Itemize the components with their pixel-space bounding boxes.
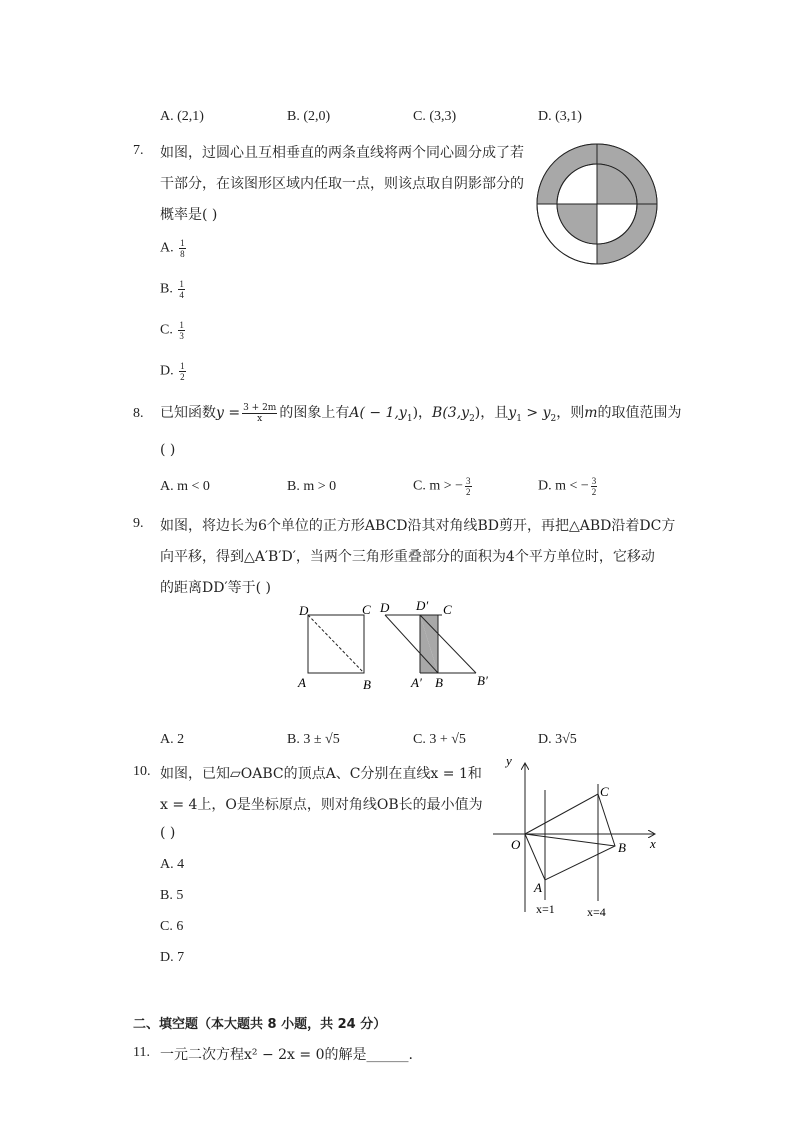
label-a: A <box>534 880 542 895</box>
q8-text-line1: 已知函数y = $\frac{3 + 2m}{x}$ 的图象上有$A( - 1,y_1)$，$B(3,y_2)$，且$y_1 > y_2$，则m的取值范围为 <box>160 402 682 424</box>
label-c: C <box>362 602 371 617</box>
q8-number: 8. <box>133 406 144 421</box>
q7-text-line3: 概率是( ) <box>160 207 218 223</box>
label-c: C <box>600 784 609 799</box>
q9-option-a: A. 2 <box>160 732 185 747</box>
q7-concentric-circles-figure <box>535 142 659 266</box>
q9-option-c: C. 3 + √5 <box>413 732 466 747</box>
q8-paren: ( ) <box>160 442 176 458</box>
label-y-axis: y <box>506 758 512 768</box>
q8-option-b: B. m > 0 <box>287 479 337 494</box>
label-o: O <box>511 837 521 852</box>
label-x-eq-1: x=1 <box>536 902 555 916</box>
label-c-right: C <box>443 602 452 617</box>
q7-option-d: D. $\frac{1}{2}$ <box>160 361 185 382</box>
q6-option-b: B. (2,0) <box>287 109 331 124</box>
q11-number: 11. <box>133 1045 150 1060</box>
q9-option-b: B. 3 ± √5 <box>287 732 340 747</box>
label-b: B <box>618 840 626 855</box>
q10-option-b: B. 5 <box>160 888 184 903</box>
q9-number: 9. <box>133 516 144 531</box>
q10-option-c: C. 6 <box>160 919 184 934</box>
q11-text: 一元二次方程x² − 2x = 0的解是______. <box>160 1047 413 1063</box>
label-b-right: B <box>435 675 443 690</box>
q10-option-d: D. 7 <box>160 950 185 965</box>
q7-text-line1: 如图，过圆心且互相垂直的两条直线将两个同心圆分成了若 <box>160 145 524 161</box>
q10-option-a: A. 4 <box>160 857 185 872</box>
label-x-axis: x <box>650 836 656 851</box>
q8-option-c: C. m > − $\frac{3}{2}$ <box>413 476 471 497</box>
q10-coordinate-figure <box>488 758 668 920</box>
label-d-right: D <box>380 600 390 615</box>
section-2-heading: 二、填空题（本大题共 8 小题，共 24 分） <box>133 1017 387 1032</box>
q6-option-c: C. (3,3) <box>413 109 457 124</box>
q10-number: 10. <box>133 764 151 779</box>
label-b: B <box>363 677 371 692</box>
label-b-prime: B′ <box>477 673 488 688</box>
q10-text-line3: ( ) <box>160 825 176 841</box>
q10-text-line2: x = 4上，O是坐标原点，则对角线OB长的最小值为 <box>160 797 483 813</box>
q9-text-line1: 如图，将边长为6个单位的正方形ABCD沿其对角线BD剪开，再把△ABD沿着DC方 <box>160 518 676 534</box>
q7-number: 7. <box>133 143 144 158</box>
q7-option-a: A. $\frac{1}{8}$ <box>160 238 185 259</box>
q9-text-line2: 向平移，得到△A′B′D′，当两个三角形重叠部分的面积为4个平方单位时，它移动 <box>160 549 655 565</box>
label-x-eq-4: x=4 <box>587 905 606 919</box>
label-d: D <box>299 603 309 618</box>
q7-option-b: B. $\frac{1}{4}$ <box>160 279 184 300</box>
label-d-prime: D′ <box>416 598 429 613</box>
q9-text-line3: 的距离DD′等于( ) <box>160 580 272 596</box>
q8-option-a: A. m < 0 <box>160 479 210 494</box>
q7-option-c: C. $\frac{1}{3}$ <box>160 320 184 341</box>
q6-option-a: A. (2,1) <box>160 109 204 124</box>
q9-option-d: D. 3√5 <box>538 732 577 747</box>
label-a: A <box>298 675 306 690</box>
q7-text-line2: 干部分，在该图形区域内任取一点，则该点取自阴影部分的 <box>160 176 524 192</box>
q10-text-line1: 如图，已知▱OABC的顶点A、C分别在直线x = 1和 <box>160 766 482 782</box>
label-a-prime: A′ <box>411 675 422 690</box>
q8-option-d: D. m < − $\frac{3}{2}$ <box>538 476 597 497</box>
q9-square-translation-figure <box>295 598 505 694</box>
q6-option-d: D. (3,1) <box>538 109 582 124</box>
